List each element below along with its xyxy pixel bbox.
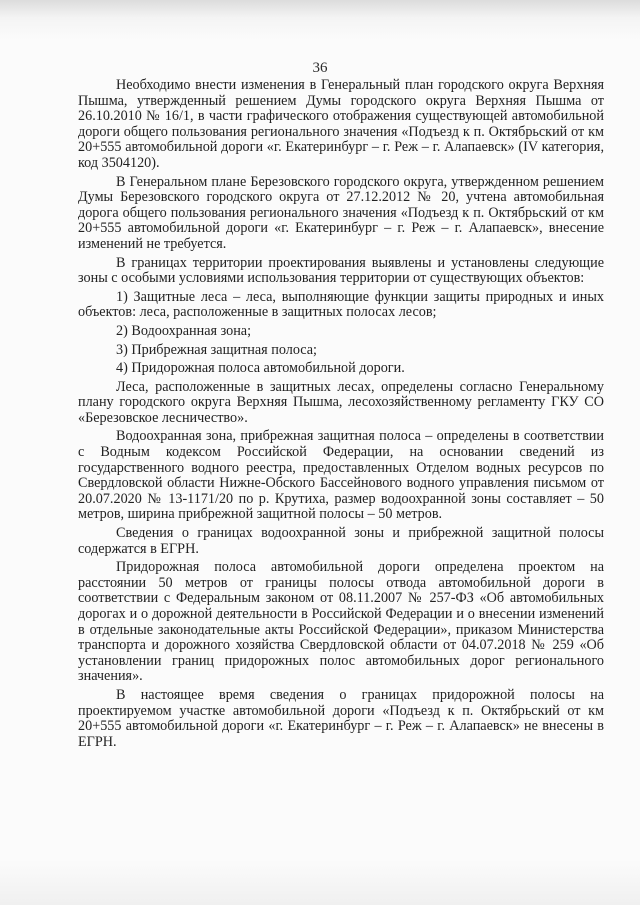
list-item-water-protection-zone: 2) Водоохранная зона; bbox=[116, 322, 252, 339]
paragraph-egrn-water: Сведения о границах водоохранной зоны и прибрежной защитной полосы содержатся в ЕГРН. bbox=[78, 525, 604, 557]
list-item-coastal-strip: 3) Прибрежная защитная полоса; bbox=[116, 341, 317, 358]
paragraph-zones-intro: В границах территории проектирования выявлены и установлены следующие зоны с особыми условиями использования территории от существующих объектов: bbox=[78, 254, 604, 287]
list-item-roadside-strip: 4) Придорожная полоса автомобильной дороги. bbox=[116, 360, 405, 377]
page-number: 36 bbox=[312, 60, 328, 76]
paragraph-water-protection: Водоохранная зона, прибрежная защитная полоса – определены в соответствии с Водным кодексом Российской Федерации, на основании сведений из государственного водного реестра, предоставленных Отделом водных ресурсов по Свердловской области Нижне-Обского Бассейнового водного управления письмом от 20.07.2020 № 13-1171/20 по р. Крутиха, размер водоохранной зоны составляет – 50 метров, ширина прибрежной защитной полосы – 50 метров. bbox=[78, 428, 604, 523]
paragraph-egrn-roadside: В настоящее время сведения о границах придорожной полосы на проектируемом участке автомобильной дороги «Подъезд к п. Октябрьский от км 20+555 автомобильной дороги «г. Екатеринбург – г. Реж – г. Алапаевск» не внесены в ЕГРН. bbox=[78, 686, 604, 750]
paragraph-general-plan-berezovsky: В Генеральном плане Березовского городского округа, утвержденном решением Думы Березовского городского округа от 27.12.2012 № 20, учтена автомобильная дорога общего пользования регионального значения «Подъезд к п. Октябрьский от км 20+555 автомобильной дороги «г. Екатеринбург – г. Реж – г. Алапаевск», внесение изменений не требуется. bbox=[78, 173, 604, 252]
paragraph-roadside-strip: Придорожная полоса автомобильной дороги определена проектом на расстоянии 50 метров от границы полосы отвода автомобильной дороги в соответствии с Федеральным законом от 08.11.2007 № 257-ФЗ «Об автомобильных дорогах и о дорожной деятельности в Российской Федерации и о внесении изменений в отдельные законодательные акты Российской Федерации», приказом Министерства транспорта и дорожного хозяйства Свердловской области от 04.07.2018 № 259 «Об установлении границ придорожных полос автомобильных дорог регионального значения». bbox=[78, 559, 604, 685]
paragraph-general-plan-verkhnyaya-pyshma: Необходимо внести изменения в Генеральный план городского округа Верхняя Пышма, утвержденный решением Думы городского округа Верхняя Пышма от 26.10.2010 № 16/1, в части графического отображения существующей автомобильной дороги общего пользования регионального значения «Подъезд к п. Октябрьский от км 20+555 автомобильной дороги «г. Екатеринбург – г. Реж – г. Алапаевск» (IV категория, код 3504120). bbox=[78, 77, 604, 171]
document-body bbox=[78, 78, 604, 753]
paragraph-forests: Леса, расположенные в защитных лесах, определены согласно Генеральному плану городского округа Верхняя Пышма, лесохозяйственному регламенту ГКУ СО «Березовское лесничество». bbox=[78, 378, 604, 426]
list-item-protective-forests: 1) Защитные леса – леса, выполняющие функции защиты природных и иных объектов: леса, расположенные в защитных полосах лесов; bbox=[78, 288, 604, 321]
